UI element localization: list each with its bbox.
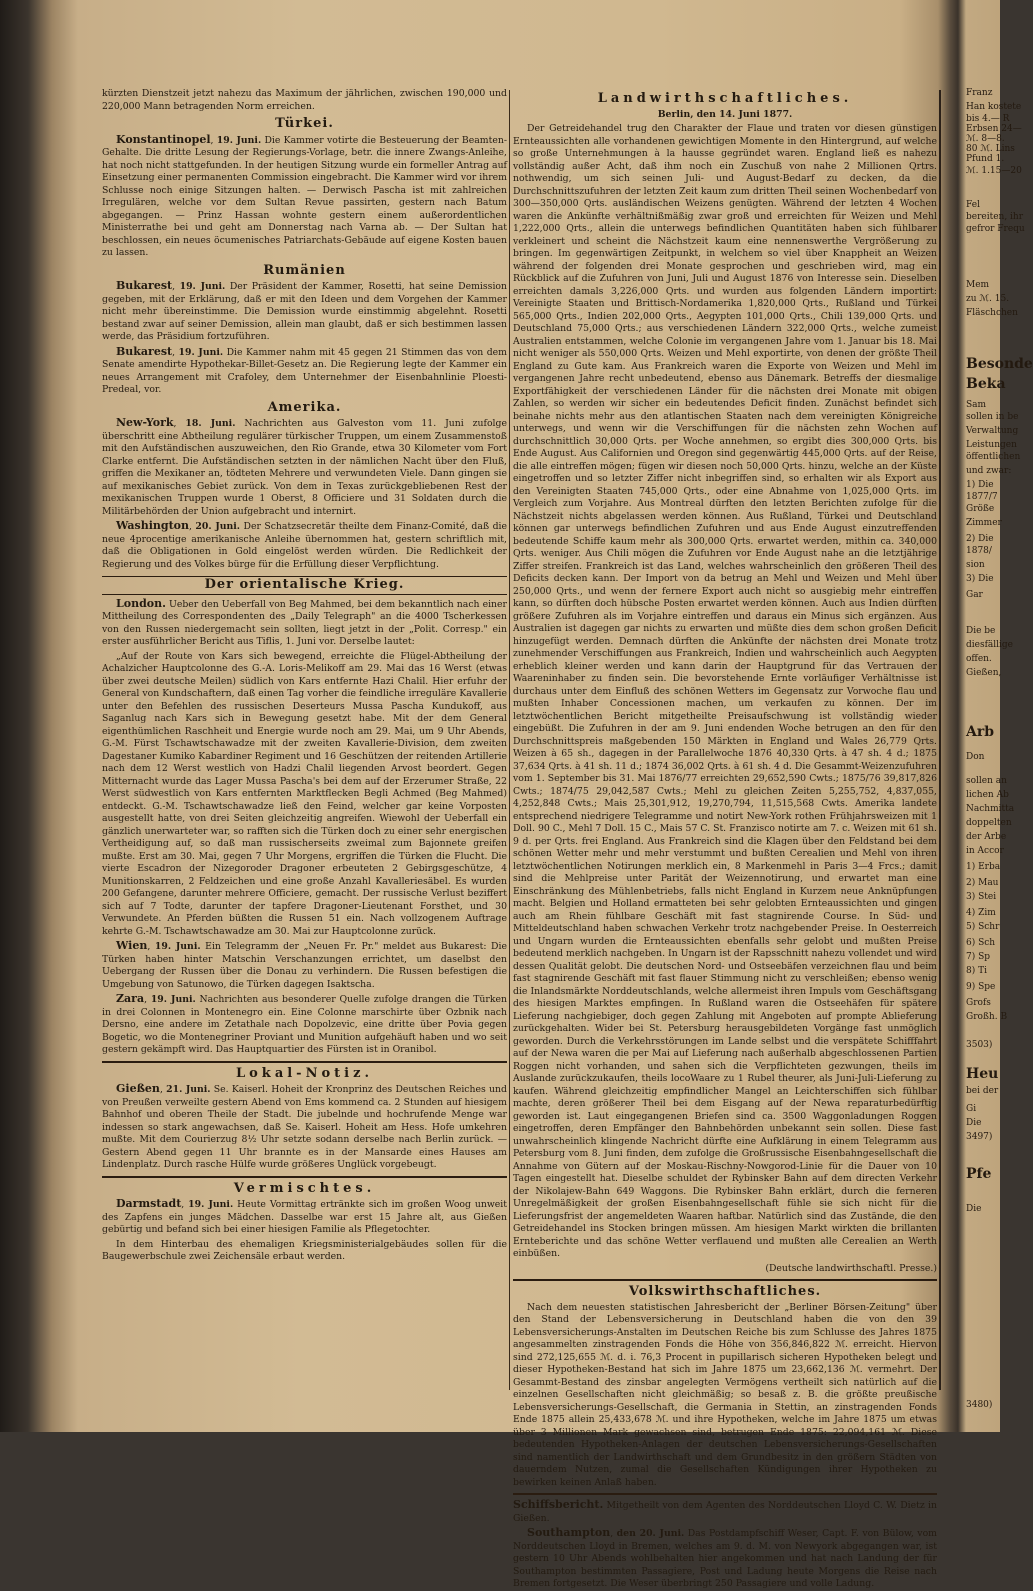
article-text: Mitgetheilt von dem Agenten des Norddeutschen Lloyd C. W. Dietz in Gießen. (513, 1500, 937, 1524)
adjacent-page-fragment: 1878/ (966, 546, 992, 556)
page-gutter (939, 90, 941, 1390)
adjacent-page-fragment: und zwar: (966, 466, 1012, 476)
adjacent-page-fragment: Fläschchen (966, 308, 1018, 318)
adjacent-page-fragment: bei der (966, 1086, 999, 1096)
article-place: Bukarest (116, 279, 173, 292)
adjacent-page-fragment: 3) Stei (966, 892, 997, 902)
adjacent-page-fragment: Verwaltung (966, 426, 1019, 436)
adjacent-page-fragment: Han kostete (966, 102, 1022, 112)
article-bukarest-1: Bukarest, 19. Juni. Der Präsident der Kammer, Rosetti, hat seine Demission gegeben, mit der Erklärung, daß er mit den Ideen und dem Vorgehen der Kammer nicht mehr übereinstimme. Die Demission wurde einstimmig abgelehnt. Rosetti bestand zwar auf seiner Demission, allein man glaubt, daß er sich bestimmen lassen werde, das Präsidium fortzuführen. (102, 279, 508, 342)
adjacent-page-fragment: 1877/7 (966, 492, 998, 502)
adjacent-page-fragment: diesfällige (966, 640, 1014, 650)
article-place: London. (116, 596, 166, 610)
article-zara: Zara, 19. Juni. Nachrichten aus besonderer Quelle zufolge drangen die Türken in drei Colonnen in Montenegro ein. Eine Colonne marschirte über Ozbnik nach Dersno, eine andere im Zetathale nach Dopolzevic, eine dritte über Povia gegen Bogetic, wo die Montenegriner Proviant und Munition aufgehäuft haben und wo seit gestern gekämpft wird. Das Hauptquartier des Fürsten ist in Oranibol. (102, 992, 507, 1055)
adjacent-page-fragment: 1) Erba (966, 862, 1001, 872)
adjacent-page-fragment: Erbsen 24— (966, 124, 1022, 134)
section-heading-tuerkei: Türkei. (275, 116, 334, 131)
adjacent-page-fragment: 3497) (966, 1132, 993, 1142)
article-bukarest-2: Bukarest, 19. Juni. Die Kammer nahm mit 45 gegen 21 Stimmen das von dem Senate amendirte Hypothekar-Billet-Gesetz an. Die Regierung legte der Kammer ein neues Arrangement mit Crafoley, dem Unternehmer der Eisenbahnlinie Ploesti-Predeal, vor. (102, 344, 507, 395)
adjacent-page-fragment: Großh. B (966, 1012, 1008, 1022)
article-text: Der Präsident der Kammer, Rosetti, hat seine Demission gegeben, mit der Erklärung, daß er mit den Ideen und dem Vorgehen der Kammer nicht mehr übereinstimme. Die Demission wurde einstimmig abgelehnt. Rosetti bestand zwar auf seiner Demission, allein man glaubt, daß er sich bestimmen lassen werde, das Präsidium fortzuführen. (102, 281, 508, 342)
dateline: Berlin, den 14. Juni 1877. (657, 108, 793, 120)
article-text: Der Schatzsecretär theilte dem Finanz-Comité, daß die neue 4procentige amerikanische Anleihe übernommen hat, gestern schriftlich mit, daß die Obligationen in Gold eingelöst werden würden. Die Redlichkeit der Regierung und des Volkes bürge für die Erfüllung dieser Verpflichtung. (102, 521, 507, 570)
adjacent-page-fragment: Arb (966, 724, 995, 740)
column-rule (509, 90, 510, 1390)
adjacent-page-fragment: Franz (966, 88, 993, 98)
article-konstantinopel: Konstantinopel, 19. Juni. Die Kammer votirte die Besteuerung der Beamten-Gehalte. Die dritte Lesung der Regierungs-Vorlage, betr. die innere Zwangs-Anleihe, hat noch nicht stattgefunden. In der heutigen Sitzung wurde ein formeller Antrag auf Einsetzung einer permanenten Commission eingebracht. Die Kammer wird vor ihrem Schlusse noch einige Sitzungen halten. — Derwisch Pascha ist mit zahlreichen Irregulären, welche vor dem Sultan Revue passirten, gestern nach Batum abgegangen. — Prinz Hassan wohnte gestern einem außerordentlichen Ministerrathe bei und geht am Donnerstag nach Varna ab. — Der Sultan hat beschlossen, ein neues öcumenisches Patriarchats-Gebäude auf eigene Kosten bauen zu lassen. (102, 132, 507, 258)
article-date: 19. Juni. (178, 346, 224, 358)
adjacent-page-fragment: Die be (966, 626, 996, 636)
article-text: Ueber den Ueberfall von Beg Mahmed, bei dem bekanntlich nach einer Mittheilung des Correspondenten des „Daily Telegraph" an die 4000 Tscherkessen von den Russen niedergemacht sein sollten, liegt jetzt in der „Polit. Corresp." ein erster ausführlicher Bericht aus Tiflis, 1. Juni vor. Derselbe lautet: (102, 598, 507, 647)
article-place: Zara (116, 992, 145, 1005)
adjacent-page-fragment: Zimmer (966, 518, 1002, 528)
adjacent-page-fragment: Größe (966, 504, 995, 514)
article-place: Darmstadt (116, 1197, 182, 1210)
article-place: Southampton (527, 1526, 611, 1539)
article-southampton: Southampton, den 20. Juni. Das Postdampfschiff Weser, Capt. F. von Bülow, vom Norddeutschen Lloyd in Bremen, welches am 9. d. M. von Newyork abgegangen war, ist gestern 10 Uhr Abends wohlbehalten hier angekommen und hat nach Landung der für Southampton bestimmten Passagiere, Post und Ladung heute Morgens die Reise nach Bremen fortgesetzt. Die Weser überbringt 250 Passagiere und volle Ladung. (513, 1526, 937, 1589)
middle-column (513, 88, 937, 1589)
adjacent-page-fragment: der Arbe (966, 832, 1007, 842)
adjacent-page-fragment: Besonde (966, 356, 1033, 372)
article-paragraph: In dem Hinterbau des ehemaligen Kriegsministerialgebäudes sollen für die Baugewerbschule zwei Zeichensäle erbaut werden. (102, 1238, 507, 1262)
adjacent-page-fragment: 3480) (966, 1400, 993, 1410)
article-text: Die Kammer nahm mit 45 gegen 21 Stimmen das von dem Senate amendirte Hypothekar-Billet-Gesetz an. Die Regierung legte der Kammer ein neues Arrangement mit Crafoley, dem Unternehmer der Eisenbahnlinie Ploesti-Predeal, vor. (102, 346, 507, 395)
adjacent-page-fragment: Gi (966, 1104, 977, 1114)
article-date: 19. Juni. (188, 1199, 234, 1210)
section-heading-volkswirth: Volkswirthschaftliches. (628, 1284, 822, 1299)
article-text: Nachrichten aus besonderer Quelle zufolge drangen die Türken in drei Colonnen in Montenegro ein. Eine Colonne marschirte über Ozbnik nach Dersno, eine andere im Zetathale nach Dopolzevic, eine dritte über Povia gegen Bogetic, wo die Montenegriner Proviant und Munition aufgehäuft haben und wo seit gestern gekämpft wird. Das Hauptquartier des Fürsten ist in Oranibol. (102, 994, 507, 1055)
article-date: 19. Juni. (154, 941, 201, 952)
adjacent-page-fragment: Grofs (966, 998, 991, 1008)
adjacent-page-fragment: Gar (966, 590, 983, 600)
adjacent-page-fragment: sollen an (966, 776, 1007, 786)
adjacent-page-fragment: 6) Sch (966, 938, 996, 948)
adjacent-page-fragment: bereiten, ihr (966, 212, 1024, 222)
article-giessen: Gießen, 21. Juni. Se. Kaiserl. Hoheit der Kronprinz des Deutschen Reiches und von Preußen verweilte gestern Abend von Ems kommend ca. 2 Stunden auf hiesigem Bahnhof und oberen Theile der Stadt. Die jubelnde und hochrufende Menge war indessen so stark angewachsen, daß Se. Kaiserl. Hoheit am Hess. Hofe umkehren mußte. Mit dem Courierzug 8½ Uhr setzte sodann derselbe nach Berlin zurück. — Gestern Abend gegen 11 Uhr brannte es in der Mansarde eines Hauses am Lindenplatz. Durch rasche Hülfe wurde größeres Unglück vorgebeugt. (102, 1082, 507, 1170)
adjacent-page-fragment: 3503) (966, 1040, 993, 1050)
adjacent-page-fragment: 80 ℳ. Lins (966, 144, 1015, 154)
intro-paragraph: kürzten Dienstzeit jetzt nahezu das Maximum der jährlichen, zwischen 190,000 und 220,000 Mann betragenden Norm erreichen. (102, 88, 507, 112)
article-washington: Washington, 20. Juni. Der Schatzsecretär theilte dem Finanz-Comité, daß die neue 4procentige amerikanische Anleihe übernommen hat, gestern schriftlich mit, daß die Obligationen in Gold eingelöst werden würden. Die Redlichkeit der Regierung und des Volkes bürge für die Erfüllung dieser Verpflichtung. (102, 519, 507, 570)
section-divider (513, 1493, 937, 1495)
section-heading-rumaenien: Rumänien (263, 262, 346, 278)
article-darmstadt: Darmstadt, 19. Juni. Heute Vormittag ertränkte sich im großen Woog unweit des Zapfens ein junges Mädchen. Dasselbe war erst 15 Jahre alt, aus Gießen gebürtig und befand sich bei einer hiesigen Familie als Pflegetochter. (102, 1197, 507, 1235)
adjacent-page-fragment: 9) Spe (966, 982, 996, 992)
adjacent-page-fragment: 2) Mau (966, 878, 999, 888)
adjacent-page-fragment: 7) Sp (966, 952, 991, 962)
article-place: Wien (116, 939, 148, 952)
adjacent-page-fragment: 8) Ti (966, 966, 987, 976)
article-getreidehandel: Der Getreidehandel trug den Charakter der Flaue und traten vor diesen günstigen Ernteaussichten alle vorhandenen gewichtigen Momente in den Hintergrund, auf welche so große Unternehmungen à la hausse gegründet waren. England ließ es nahezu vollständig außer Acht, daß ihm noch ein Zuschuß von nahe 2 Millionen Qrtrs. nothwendig, um sich seinen Juli- und August-Bedarf zu decken, da die Durchschnittszufuhren der letzten Zeit kaum zum dritten Theil seinen Wochenbedarf von 300—350,000 Qrts. ausländischen Weizens genügten. Während der letzten 4 Wochen waren die Ankünfte verhältnißmäßig zwar groß und erreichten für Weizen und Mehl 1,222,000 Qrts., allein die unterwegs befindlichen Quantitäten haben sich fühlbarer verkleinert und scheint die Nächstzeit kaum eine nennenswerthe Vergrößerung zu bringen. Im gegenwärtigen Zeitpunkt, in welchem so viel über Knappheit an Weizen während der folgenden drei Monate gesprochen und geschrieben wird, mag ein Rückblick auf die Zufuhren von Juni, Juli und August 1876 von Interesse sein. Dieselben erreichten damals 3,226,000 Qrts. und wurden aus folgenden Ländern importirt: Vereinigte Staaten und Brittisch-Nordamerika 1,820,000 Qrts., Rußland und Türkei 565,000 Qrts., Indien 202,000 Qrts., Aegypten 101,000 Qrts., Chili 139,000 Qrts. und Deutschland 75,000 Qrts.; aus verschiedenen Ländern 322,000 Qrts., welche zumeist Australien entstammen, welche Colonie im vergangenen Jahre vom 1. Januar bis 18. Mai nicht weniger als 550,000 Qrts. Weizen und Mehl exportirte, von denen der größte Theil England zu Gute kam. Aus Frankreich waren die Exporte von Weizen und Mehl im vergangenen Jahre recht unbedeutend, ebenso aus Dänemark. Betreffs der diesmalige Exportfähigkeit der verschiedenen Länder für die nächsten drei Monate mit obigen Zahlen, so werden wir sicher ein bedeutendes Deficit finden. Zunächst befindet sich beinahe nichts mehr aus den atlantischen Staaten nach dem vereinigten Königreiche unterwegs, und wenn wir die Verschiffungen für die nächsten zehn Wochen auf durchschnittlich 30,000 Qrts. per Woche annehmen, so ergibt dies 300,000 Qrts. bis Ende August. Aus Californien und Oregon sind gegenwärtig 445,000 Qrts. auf der Reise, die alle eintreffen mögen; fügen wir diesen noch 50,000 Qrts. hinzu, welche an der Küste eingetroffen und so letzter Ziffer nicht inbegriffen sind, so erhalten wir als Export aus den Vereinigten Staaten 745,000 Qrts., oder eine Abnahme von 1,025,000 Qrts. im Vergleich zum Vorjahre. Aus Montreal dürften den letzten Berichten zufolge für die Nächstzeit nichts abgelassen werden können. Aus Rußland, Türkei und Deutschland können gar unterwegs befindlichen Zufuhren und aus Ende August einzutreffenden bedeutende Schiffe kaum mehr als 300,000 Qrts. erwartet werden, mithin ca. 340,000 Qrts. weniger. Aus Chili mögen die Zufuhren vor Ende August nahe an die letztjährige Ziffer streifen. Frankreich ist das Land, welches wahrscheinlich den größeren Theil des Deficits decken kann. Der Import von da betrug an Mehl und Weizen und Mehl über 250,000 Qrts., und wenn der fernere Export auch nicht so ausgiebig mehr eintreffen kann, so dürften doch hübsche Posten erwartet werden können. Auch aus Indien dürften größere Zufuhren als im Vorjahre eintreffen und daraus ein Minus sich ergänzen. Aus Australien ist dagegen gar nichts zu erwarten und müßte dies dem schon großen Deficit hinzugefügt werden. Demnach dürften die Ankünfte der nächsten drei Monate trotz zunehmender Verschiffungen aus Frankreich, Indien und wahrscheinlich auch Aegypten erheblich kleiner werden und kann darin der Hauptgrund für das Vertrauen der Waareninhaber zu finden sein. Die bevorstehende Ernte vorläufiger Verhältnisse ist durchaus unter dem Einfluß des schönen Wetters im Gegensatz zur Vorwoche flau und mußten Inhaber Concessionen machen, um verkaufen zu können. Der im letztwöchentlichen Bericht mitgetheilte Preisaufschwung ist vollständig wieder eingebüßt. Die Zufuhren in der am 9. Juni endenden Woche betrugen an den für den Durchschnittspreis maßgebenden 150 Märkten in England und Wales 26,779 Qrts. Weizen à 65 sh., dagegen in der Parallelwoche 1876 40,330 Qrts. à 47 sh. 4 d.; 1875 37,634 Qrts. à 41 sh. 11 d.; 1874 36,002 Qrts. à 61 sh. 4 d. Die Gesammt-Weizenzufuhren vom 1. September bis 31. Mai 1876/77 erreichten 29,652,590 Cwts.; 1875/76 39,817,826 Cwts.; 1874/75 29,042,587 Cwts.; Mehl zu gleichen Zeiten 5,255,752, 4,837,055, 4,252,848 Cwts.; Mais 25,301,912, 19,270,794, 11,515,568 Cwts. Amerika landete entsprechend niedrigere Telegramme und notirt New-York rothen Frühjahrsweizen mit 1 Doll. 90 C., Mehl 7 Doll. 15 C., Mais 57 C. St. Franzisco notirte am 7. c. Weizen mit 61 sh. 9 d. per Qrts. frei England. Aus Frankreich sind die Klagen über den Feldstand bei dem schönen Wetter mehr und mehr verstummt und bußten Cerealien und Mehl von ihren letztwöchentlichen Notirungen merklich ein, 8 Markenmehl in Paris 3—4 Frcs.; damit sind die Mehlpreise unter Parität der Weizennotirung, und erwartet man eine Einschränkung des Mühlenbetriebs, falls nicht England in Kurzem neue Anknüpfungen macht. Belgien und Holland ermatteten bei sehr gelobten Ernteaussichten und gingen auch am Rhein fühlbare Geschäft mit fast stagnirende Course. In Süd- und Mitteldeutschland haben schwachen Verkehr trotz nachgebender Preise. In Oesterreich und Ungarn wurden die Ernteaussichten ebenfalls sehr gelobt und mußten Preise bedeutend merklich nachgeben. In Ungarn ist der Rapsschnitt nahezu vollendet und wird dessen Qualität gelobt. Die deutschen Nord- und Ostseebäfen verzeichnen flau und beim fast stagnirende Geschäft mit fast flauer Stimmung nicht zu verschleißen; ebenso wenig die Inlandsmärkte Norddeutschlands, welche allermeist ihren Impuls vom Geschäftsgang des hiesigen Marktes empfingen. In Rußland waren die Ostseehäfen für spätere Lieferung nachgiebiger, doch gegen Zahlung mit Angeboten auf prompte Ablieferung zurückgehalten. Wider bei St. Petersburg herausgebildeten Vorgänge fast unmöglich geworden. Durch die Verkehrsstörungen im Lande selbst und die verspätete Schifffahrt auf der Newa waren die per Mai auf Lieferung nach außerhalb abgeschlossenen Partien Roggen nicht vorhanden, und sahen sich die Verpflichteten gezwungen, theils im Auslande zurückzukaufen, theils locoWaare zu 1 Rubel theurer, als Juni-Juli-Lieferung zu kaufen. Während gleichzeitig empfindlicher Mangel an Leichterschiffen sich fühlbar machte, deren größerer Theil bei dem Eisgang auf der Newa reparaturbedürftig geworden ist. Laut eingegangenen Briefen sind ca. 3500 Waggonladungen Roggen eingetroffen, deren Empfänger den Bahnbehörden unbekannt sein sollen. Diese fast unwahrscheinlich klingende Nachricht dürfte eine Aufklärung in einem Telegramm aus Petersburg vom 8. Juni finden, dem zufolge die Großrussische Eisenbahngesellschaft die Annahme von Gütern auf der Moskau-Rischny-Nowgorod-Linie für die Dauer von 10 Tagen eingestellt hat. Dieselbe schuldet der Rybinsker Bahn auf dem directen Verkehr der Nikolajew-Bahn 649 Waggons. Die Rybinsker Bahn erklärt, durch die ferneren Unregelmäßigkeit der großen Eisenbahngesellschaft fühle sie sich nicht für die Lieferungsfrist der angemeldeten Waaren haftbar. Natürlich sind das Zustände, die den Getreidehandel ins Stocken bringen müssen. Am hiesigen Markt wirkten die brillanten Ernteberichte und das schöne Wetter verflauend und mußten alle Cerealien an Werth einbüßen. (513, 123, 937, 1259)
section-heading-lokal: Lokal-Notiz. (236, 1065, 373, 1081)
adjacent-page-fragment: Pfund 1. (966, 154, 1005, 164)
source-attribution: (Deutsche landwirthschaftl. Presse.) (765, 1262, 937, 1274)
adjacent-page-fragment: Heu (966, 1066, 999, 1082)
section-divider (102, 1061, 507, 1063)
adjacent-page-fragment: in Accor (966, 846, 1004, 856)
adjacent-page-fragment: lichen Ab (966, 790, 1009, 800)
section-heading-schiff: Schiffsbericht. (513, 1498, 604, 1511)
adjacent-page-fragment: Die (966, 1204, 982, 1214)
adjacent-page-fragment: 1) Die (966, 480, 994, 490)
left-column (102, 88, 507, 1388)
adjacent-page-fragment: öffentlichen (966, 452, 1021, 462)
section-heading-landwirth: Landwirthschaftliches. (597, 91, 853, 106)
article-wien: Wien, 19. Juni. Ein Telegramm der „Neuen Fr. Pr." meldet aus Bukarest: Die Türken haben hinter Matschin Verschanzungen errichtet, um daselbst den Uebergang der Russen über die Donau zu verhindern. Die Russen befestigen die Umgebung von Satunowo, die Türken dagegen Isaktscha. (102, 939, 507, 990)
adjacent-page-fragment: bis 4.— R (966, 114, 1010, 124)
adjacent-page-fragment: gefror Frequ (966, 224, 1025, 234)
adjacent-page-fragment: Sam (966, 400, 987, 410)
adjacent-page-fragment: Pfe (966, 1166, 992, 1182)
article-london (102, 598, 507, 649)
article-quote: „Auf der Route von Kars sich bewegend, erreichte die Flügel-Abtheilung der Achalzicher Hauptcolonne des G.-A. Loris-Melikoff am 29. Mai das 16 Werst (etwas über zwei deutsche Meilen) südlich von Kars entfernte Hazi Chalil. Hier erfuhr der General von Kundschaftern, daß einen Tag vorher die feindliche irreguläre Kavallerie unter den Befehlen des russischen Deserteurs Mussa Pascha Kundukoff, aus Saganlug nach Kars sich in Bewegung gesetzt habe. Mit der dem General eigenthümlichen Raschheit und Energie wurde noch am 29. Mai, um 9 Uhr Abends, G.-M. Fürst Tschawtschawadze mit der zweiten Kavallerie-Division, dem zweiten Dagestaner Kumiko Kabardiner Regiment und 16 Geschützen der reitenden Artillerie nach dem 12 Werst westlich von Hadzi Chalil liegenden Arvost beordert. Gegen Mitternacht wurde das Lager Mussa Pascha's bei dem auf der Erzerumer Straße, 22 Werst südwestlich von Kars entfernten Marktflecken Begli Achmed (Beg Mahmed) entdeckt. G.-M. Tschawtschawadze ließ den Feind, welcher gar keine Vorposten ausgestellt hatte, von drei Seiten gleichzeitig angreifen. Wiewohl der Ueberfall ein gänzlich unerwarteter war, so rafften sich die Türken doch zu einer sehr energischen Vertheidigung auf, so daß man russischerseits zweimal zum Bajonnete greifen mußte. Erst am 30. Mai, gegen 7 Uhr Morgens, ergriffen die Türken die Flucht. Die vierte Escadron der Nizegoroder Dragoner erbeuteten 2 Gebirgsgeschütze, 4 Munitionskarren, 2 Feldzeichen und eine große Anzahl Kavalleriesäbel. Es wurden 200 Gefangene, darunter mehrere Officiere, gemacht. Der russische Verlust beziffert sich auf 7 Todte, darunter der tapfere Dragoner-Lieutenant Forsthet, und 30 Verwundete. An Pferden büßten die Russen 51 ein. Nach vollzogenem Auftrage kehrte G.-M. Tschawtschawadze am 30. Mai zur Hauptcolonne zurück. (102, 650, 507, 937)
adjacent-page-fragment: Die (966, 1118, 982, 1128)
article-place: New-York (116, 416, 174, 429)
adjacent-page-fragment: ℳ. 8—8. (966, 134, 1005, 144)
section-divider (513, 1279, 937, 1281)
adjacent-page-fragment: doppelten (966, 818, 1012, 828)
adjacent-page-fragment: 4) Zim (966, 908, 996, 918)
adjacent-page-fragment: Leistungen (966, 440, 1017, 450)
article-date: 19. Juni. (150, 994, 196, 1005)
article-place: Gießen (116, 1082, 160, 1095)
article-text: Ein Telegramm der „Neuen Fr. Pr." meldet aus Bukarest: Die Türken haben hinter Matschin Verschanzungen errichtet, um daselbst den Uebergang der Russen über die Donau zu verhindern. Die Russen befestigen die Umgebung von Satunowo, die Türken dagegen Isaktscha. (102, 941, 507, 990)
article-text: Se. Kaiserl. Hoheit der Kronprinz des Deutschen Reiches und von Preußen verweilte gestern Abend von Ems kommend ca. 2 Stunden auf hiesigem Bahnhof und oberen Theile der Stadt. Die jubelnde und hochrufende Menge war indessen so stark angewachsen, daß Se. Kaiserl. Hoheit am Hess. Hofe umkehren mußte. Mit dem Courierzug 8½ Uhr setzte sodann derselbe nach Berlin zurück. — Gestern Abend gegen 11 Uhr brannte es in der Mansarde eines Hauses am Lindenplatz. Durch rasche Hülfe wurde größeres Unglück vorgebeugt. (102, 1084, 507, 1170)
adjacent-page-fragment: ℳ. 1.15—20 (966, 166, 1022, 176)
adjacent-page-fragment: Gießen, (966, 668, 1002, 678)
adjacent-page-fragment: sion (966, 560, 985, 570)
article-date: 20. Juni. (195, 521, 241, 532)
adjacent-page-fragment: Mem (966, 280, 990, 290)
adjacent-page-fragment: 3) Die (966, 574, 994, 584)
section-divider (102, 1176, 507, 1178)
article-date: 19. Juni. (179, 281, 226, 292)
adjacent-page-fragment: Beka (966, 376, 1006, 392)
article-lebensversicherung: Nach dem neuesten statistischen Jahresbericht der „Berliner Börsen-Zeitung" über den Stand der Lebensversicherung in Deutschland haben die von den 39 Lebensversicherungs-Anstalten im Deutschen Reiche bis zum Schlusse des Jahres 1875 angesammelten zinstragenden Fonds die Höhe von 356,846,822 ℳ. erreicht. Hiervon sind 272,125,655 ℳ. d. i. 76,3 Procent in pupillarisch sicheren Hypotheken belegt und dieser Hypotheken-Bestand hat sich im Jahre 1875 um 23,662,136 ℳ. vermehrt. Der Gesammt-Bestand des zinsbar angelegten Vermögens vertheilt sich natürlich auf die einzelnen Gesellschaften nicht gleichmäßig; so besaß z. B. die größte preußische Lebensversicherungs-Gesellschaft, die Germania in Stettin, an zinstragenden Fonds Ende 1875 allein 25,433,678 ℳ. und ihre Hypotheken, welche im Jahre 1875 um etwas über 3 Millionen Mark gewachsen sind, betrugen Ende 1875: 22,094,161 ℳ. Diese bedeutenden Hypotheken-Anlagen der deutschen Lebensversicherungs-Gesellschaften sind namentlich der Landwirthschaft und dem Grundbesitz in den größern Städten von dauerndem Nutzen, zumal die Gesellschaften Kündigungen ihrer Hypotheken zu bewirken keinen Anlaß haben. (513, 1301, 937, 1488)
adjacent-page-fragment: Fel (966, 200, 980, 210)
article-new-york: New-York, 18. Juni. Nachrichten aus Galveston vom 11. Juni zufolge überschritt eine Abtheilung regulärer türkischer Truppen, um einem Zusammenstoß mit den Aufständischen auszuweichen, den Rio Grande, etwa 30 Kilometer vom Fort Clarke entfernt. Die Aufständischen setzten in der nämlichen Nacht über den Fluß, griffen die Mexikaner an, tödteten Mehrere und verwundeten Viele. Dann gingen sie auf mexikanisches Gebiet zurück. Von dem in Texas zurückgebliebenen Rest der mexikanischen Truppen wurde 1 Oberst, 8 Officiere und 31 Soldaten durch die Militärbehörden der Union aufgebracht und internirt. (102, 416, 507, 517)
article-date: 18. Juni. (185, 418, 236, 429)
article-date: 21. Juni. (166, 1084, 211, 1095)
article-text: Die Kammer votirte die Besteuerung der Beamten-Gehalte. Die dritte Lesung der Regierungs-Vorlage, betr. die innere Zwangs-Anleihe, hat noch nicht stattgefunden. In der heutigen Sitzung wurde ein formeller Antrag auf Einsetzung einer permanenten Commission eingebracht. Die Kammer wird vor ihrem Schlusse noch einige Sitzungen halten. — Derwisch Pascha ist mit zahlreichen Irregulären, welche vor dem Sultan Revue passirten, gestern nach Batum abgegangen. — Prinz Hassan wohnte gestern einem außerordentlichen Ministerrathe bei und geht am Donnerstag nach Varna ab. — Der Sultan hat beschlossen, ein neues öcumenisches Patriarchats-Gebäude auf eigene Kosten bauen zu lassen. (102, 134, 507, 258)
section-heading-amerika: Amerika. (267, 399, 342, 415)
section-heading-krieg: Der orientalische Krieg. (102, 576, 507, 595)
section-heading-vermischtes: Vermischtes. (233, 1180, 376, 1196)
adjacent-page-fragment: zu ℳ. 15. (966, 294, 1010, 304)
schiffsbericht-intro (513, 1499, 937, 1525)
article-place: Konstantinopel (116, 132, 211, 146)
article-text: Das Postdampfschiff Weser, Capt. F. von Bülow, vom Norddeutschen Lloyd in Bremen, welches am 9. d. M. von Newyork abgegangen war, ist gestern 10 Uhr Abends wohlbehalten hier angekommen und hat nach Landung der für Southampton bestimmten Passagiere, Post und Ladung heute Morgens die Reise nach Bremen fortgesetzt. Die Weser überbringt 250 Passagiere und volle Ladung. (513, 1528, 937, 1589)
article-text: Heute Vormittag ertränkte sich im großen Woog unweit des Zapfens ein junges Mädchen. Dasselbe war erst 15 Jahre alt, aus Gießen gebürtig und befand sich bei einer hiesigen Familie als Pflegetochter. (102, 1199, 507, 1235)
adjacent-page-fragment: offen. (966, 654, 992, 664)
article-text: Nachrichten aus Galveston vom 11. Juni zufolge überschritt eine Abtheilung regulärer türkischer Truppen, um einem Zusammenstoß mit den Aufständischen auszuweichen, den Rio Grande, etwa 30 Kilometer vom Fort Clarke entfernt. Die Aufständischen setzten in der nämlichen Nacht über den Fluß, griffen die Mexikaner an, tödteten Mehrere und verwundeten Viele. Dann gingen sie auf mexikanisches Gebiet zurück. Von dem in Texas zurückgebliebenen Rest der mexikanischen Truppen wurde 1 Oberst, 8 Officiere und 31 Soldaten durch die Militärbehörden der Union aufgebracht und internirt. (102, 418, 507, 517)
article-place: Washington (116, 519, 189, 532)
adjacent-page-fragment: 2) Die (966, 534, 994, 544)
adjacent-page-fragment: sollen in be (966, 412, 1019, 422)
adjacent-page-fragment: Nachmitta (966, 804, 1015, 814)
article-date: 19. Juni. (216, 134, 262, 146)
article-place: Bukarest (116, 344, 173, 358)
article-date: den 20. Juni. (616, 1528, 685, 1539)
adjacent-page-fragment: 5) Schr (966, 922, 1000, 932)
adjacent-page-fragment: Don (966, 752, 985, 762)
